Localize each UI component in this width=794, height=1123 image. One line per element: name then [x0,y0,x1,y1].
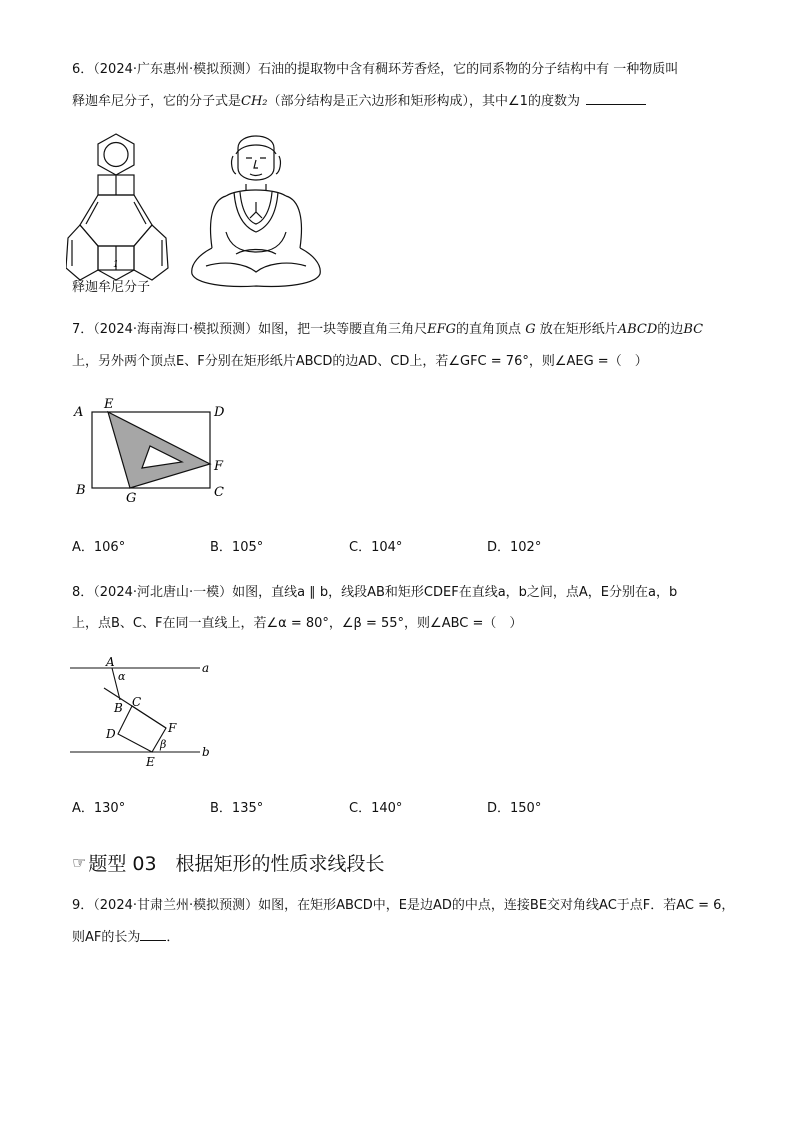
q7-option-d[interactable]: D．102° [487,540,542,555]
q8-label-f: F [168,721,177,735]
q7-line2: 上，另外两个顶点E、F分别在矩形纸片ABCD的边AD、CD上，若∠GFC = 76°，则∠AEG =（ ） [72,354,648,369]
q9-answer-blank[interactable] [140,928,166,941]
q7-label-a: A [74,405,84,420]
q8-label-d: D [106,727,116,741]
q7-line1 [72,318,703,337]
q6-line2-a: 释迦牟尼分子，它的分子式是 [72,94,242,109]
q9-line2 [72,926,179,945]
q6-formula: CH₂ [241,94,268,109]
q7-option-b[interactable]: B．105° [210,540,264,555]
q8-option-b[interactable]: B．135° [210,801,264,816]
q7-abcd: ABCD [617,322,658,337]
section-title: 题型 03 根据矩形的性质求线段长 [88,853,385,875]
q7-g: G [525,322,536,337]
q7-label-e: E [104,398,114,412]
q7-label-b: B [76,483,86,498]
q8-option-a[interactable]: A．130° [72,801,126,816]
q7-label-g: G [126,491,137,506]
q9-line1: 9．（2024·甘肃兰州·模拟预测）如图，在矩形ABCD中，E是边AD的中点，连接BE交对角线AC于点F．若AC = 6， [72,898,735,913]
q8-figure [70,652,220,772]
section-heading [72,849,385,876]
q8-line1: 8．（2024·河北唐山·一模）如图，直线a ∥ b，线段AB和矩形CDEF在直线a，b之间，点A，E分别在a，b [72,585,678,600]
q8-option-d[interactable]: D．150° [487,801,542,816]
buddha-figure [186,128,324,290]
q8-label-line-b: b [202,745,210,759]
q7-bc: BC [683,322,704,337]
q7-line1-b: 的直角顶点 [456,322,522,337]
q8-line2: 上，点B、C、F在同一直线上，若∠α = 80°，∠β = 55°，则∠ABC =（ ） [72,616,523,631]
q8-label-c: C [132,695,142,709]
q6-answer-blank[interactable] [586,92,646,105]
q7-line1-c: 放在矩形纸片 [539,322,618,337]
molecule-figure [66,128,176,298]
q6-line2 [72,90,646,109]
q7-line1-d: 的边 [657,322,684,337]
q6-line2-b: （部分结构是正六边形和矩形构成），其中∠1的度数为 [267,94,580,109]
q7-option-a[interactable]: A．106° [72,540,126,555]
molecule-angle-mark: 1 [113,260,119,270]
q8-label-beta: β [160,738,167,751]
molecule-label: 释迦牟尼分子 [72,280,151,295]
q8-label-line-a: a [202,661,210,675]
q7-label-c: C [214,485,224,500]
q9-line2-a: 则AF的长为 [72,930,141,945]
q8-option-c[interactable]: C．140° [349,801,403,816]
q7-line1-a: 7．（2024·海南海口·模拟预测）如图，把一块等腰直角三角尺 [72,322,428,337]
q7-label-f: F [214,459,224,474]
q7-label-d: D [214,405,225,420]
q6-line1: 6．（2024·广东惠州·模拟预测）石油的提取物中含有稠环芳香烃，它的同系物的分子结构中有 一种物质叫 [72,62,679,77]
q7-option-c[interactable]: C．104° [349,540,403,555]
q8-label-alpha: α [118,670,126,683]
q8-label-a: A [106,655,115,669]
q9-line2-b: ． [166,930,180,945]
q7-efg: EFG [427,322,457,337]
pointing-hand-icon: ☞ [72,853,87,872]
q7-figure [72,398,242,506]
q8-label-b: B [114,701,123,715]
q8-label-e: E [146,755,155,769]
